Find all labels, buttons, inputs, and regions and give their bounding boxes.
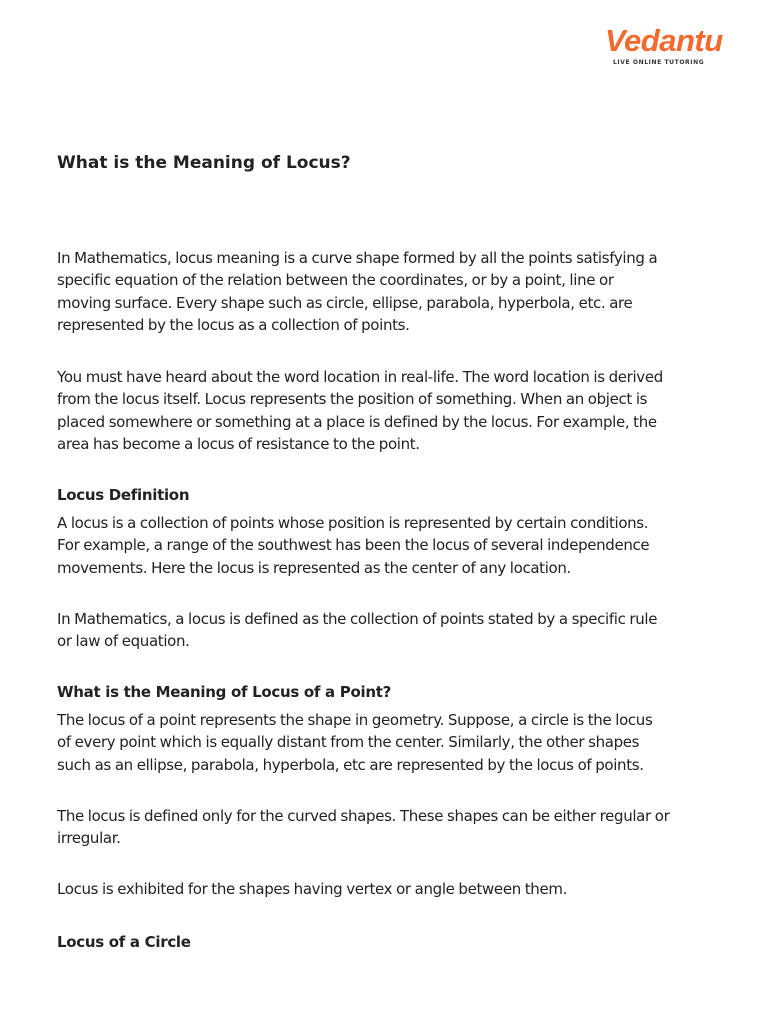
text-line: movements. Here the locus is represented as the center of any location. [57,558,571,577]
text-line: specific equation of the relation between the coordinates, or by a point, line or [57,271,614,290]
text-line: moving surface. Every shape such as circle, ellipse, parabola, hyperbola, etc. are [57,293,633,312]
paragraph [57,805,717,850]
page-title: What is the Meaning of Locus? [57,153,351,173]
definition-paragraph-1 [57,512,717,579]
locus-of-point-heading: What is the Meaning of Locus of a Point? [57,683,391,701]
paragraph [57,247,717,337]
text-line: The locus of a point represents the shape in geometry. Suppose, a circle is the locus [57,711,653,729]
definition-paragraph-2 [57,608,717,653]
vedantu-logo [605,23,723,70]
text-line: In Mathematics, a locus is defined as the collection of points stated by a specific rule [57,610,658,628]
paragraph [57,512,717,579]
text-line: from the locus itself. Locus represents the position of something. When an object is [57,390,648,409]
text-line: A locus is a collection of points whose position is represented by certain conditions. [57,514,649,532]
text-line: placed somewhere or something at a place is defined by the locus. For example, the [57,412,657,431]
text-line: The locus is defined only for the curved shapes. These shapes can be either regular or [57,807,670,825]
text-line: or law of equation. [57,632,190,651]
text-line: such as an ellipse, parabola, hyperbola, etc are represented by the locus of points. [57,755,644,774]
logo-wordmark: Vedantu [605,23,723,58]
text-line: For example, a range of the southwest has been the locus of several independence [57,536,650,555]
paragraph [57,366,717,456]
text-line: area has become a locus of resistance to the point. [57,435,420,454]
point-paragraph-1 [57,709,717,776]
text-line: You must have heard about the word location in real-life. The word location is derived [57,368,663,386]
point-paragraph-3 [57,878,717,900]
text-line: In Mathematics, locus meaning is a curve shape formed by all the points satisfying a [57,249,658,267]
intro-paragraph-1 [57,247,717,337]
locus-definition-heading: Locus Definition [57,486,190,504]
intro-paragraph-2 [57,366,717,456]
paragraph [57,608,717,653]
text-line: of every point which is equally distant from the center. Similarly, the other shapes [57,733,640,752]
locus-of-circle-heading: Locus of a Circle [57,933,191,951]
paragraph [57,709,717,776]
text-line: represented by the locus as a collection of points. [57,316,410,335]
point-paragraph-2 [57,805,717,850]
logo-tagline: LIVE ONLINE TUTORING [613,59,705,66]
text-line: irregular. [57,829,121,848]
text-line: Locus is exhibited for the shapes having vertex or angle between them. [57,880,568,898]
paragraph [57,878,717,900]
